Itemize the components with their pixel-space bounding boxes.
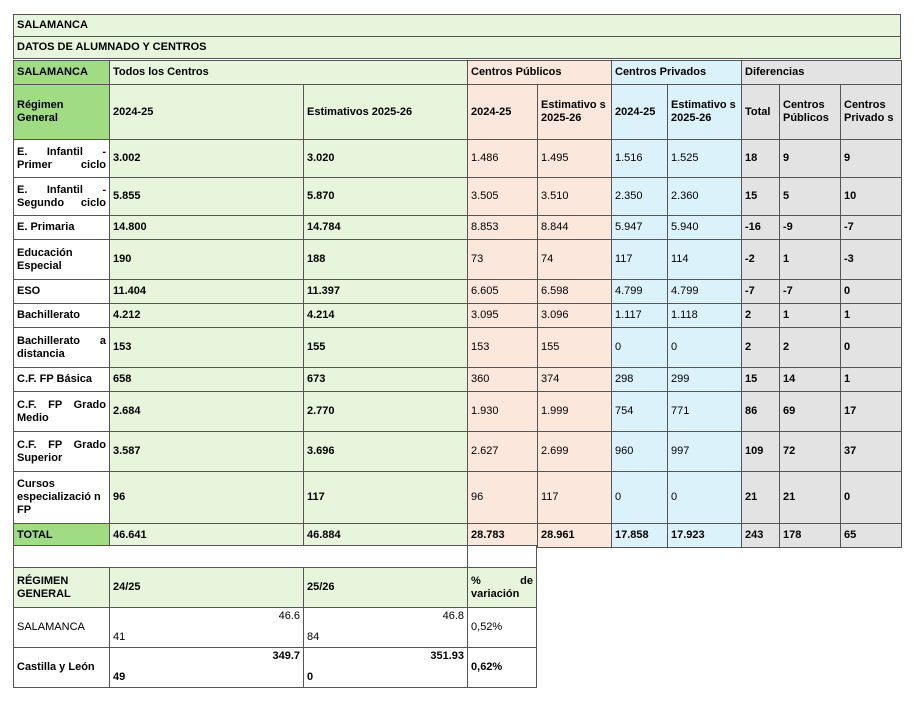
priv-est-cell: 0 bbox=[668, 472, 742, 524]
priv-2425-cell: 1.516 bbox=[612, 140, 668, 178]
todos-2425-cell: 5.855 bbox=[110, 178, 304, 216]
priv-2425-cell: 4.799 bbox=[612, 280, 668, 304]
total-dif-pub: 178 bbox=[780, 524, 841, 548]
total-label: TOTAL bbox=[14, 524, 110, 548]
summary-value-top: 46.6 bbox=[278, 610, 300, 622]
row-label: Cursos especializació n FP bbox=[14, 472, 110, 524]
todos-2425-cell: 153 bbox=[110, 328, 304, 368]
dif-pub-cell: 1 bbox=[780, 304, 841, 328]
dif-priv-cell: 17 bbox=[841, 392, 902, 432]
pub-2425-cell: 153 bbox=[468, 328, 538, 368]
pub-est-cell: 374 bbox=[538, 368, 612, 392]
todos-2425-cell: 190 bbox=[110, 240, 304, 280]
pub-2425-cell: 1.486 bbox=[468, 140, 538, 178]
row-label: Bachillerato a distancia bbox=[14, 328, 110, 368]
dif-priv-header: Centros Privado s bbox=[841, 85, 902, 140]
table-row bbox=[14, 178, 902, 216]
dif-total-cell: -7 bbox=[742, 280, 780, 304]
priv-est-cell: 997 bbox=[668, 432, 742, 472]
dif-total-cell: -2 bbox=[742, 240, 780, 280]
dif-total-cell: 109 bbox=[742, 432, 780, 472]
todos-2425-cell: 96 bbox=[110, 472, 304, 524]
subtitle-cell: DATOS DE ALUMNADO Y CENTROS bbox=[14, 37, 901, 59]
corner-label: SALAMANCA bbox=[14, 61, 110, 85]
row-label: E. Infantil - Primer ciclo bbox=[14, 140, 110, 178]
row-label: C.F. FP Grado Medio bbox=[14, 392, 110, 432]
pub-2425-cell: 8.853 bbox=[468, 216, 538, 240]
summary-cell-2526 bbox=[304, 608, 468, 648]
todos-est-cell: 673 bbox=[304, 368, 468, 392]
dif-total-cell: 86 bbox=[742, 392, 780, 432]
todos-est-cell: 4.214 bbox=[304, 304, 468, 328]
group-header-diferencias: Diferencias bbox=[742, 61, 902, 85]
todos-2425-cell: 4.212 bbox=[110, 304, 304, 328]
priv-est-cell: 1.118 bbox=[668, 304, 742, 328]
priv-2425-cell: 5.947 bbox=[612, 216, 668, 240]
dif-priv-cell: 0 bbox=[841, 472, 902, 524]
pub-est-cell: 117 bbox=[538, 472, 612, 524]
pub-est-cell: 6.598 bbox=[538, 280, 612, 304]
title-table bbox=[13, 14, 901, 59]
summary-variacion: 0,62% bbox=[468, 648, 537, 688]
pub-est-cell: 2.699 bbox=[538, 432, 612, 472]
pub-2425-cell: 2.627 bbox=[468, 432, 538, 472]
pub-2425-cell: 1.930 bbox=[468, 392, 538, 432]
table-row bbox=[14, 368, 902, 392]
priv-2425-cell: 960 bbox=[612, 432, 668, 472]
todos-est-cell: 3.696 bbox=[304, 432, 468, 472]
pub-2425-cell: 6.605 bbox=[468, 280, 538, 304]
todos-est-cell: 188 bbox=[304, 240, 468, 280]
table-row bbox=[14, 216, 902, 240]
priv-2425-cell: 0 bbox=[612, 472, 668, 524]
dif-pub-cell: 72 bbox=[780, 432, 841, 472]
total-priv-2425: 17.858 bbox=[612, 524, 668, 548]
priv-est-cell: 299 bbox=[668, 368, 742, 392]
dif-total-cell: 21 bbox=[742, 472, 780, 524]
group-header-privados: Centros Privados bbox=[612, 61, 742, 85]
summary-spacer-cell bbox=[468, 546, 537, 568]
dif-pub-cell: 9 bbox=[780, 140, 841, 178]
total-dif-total: 243 bbox=[742, 524, 780, 548]
summary-value-bottom: 49 bbox=[113, 671, 126, 683]
dif-pub-cell: 69 bbox=[780, 392, 841, 432]
group-header-publicos: Centros Públicos bbox=[468, 61, 612, 85]
table-row bbox=[14, 240, 902, 280]
row-label: E. Infantil - Segundo ciclo bbox=[14, 178, 110, 216]
dif-priv-cell: -3 bbox=[841, 240, 902, 280]
summary-value-top: 349.7 bbox=[272, 650, 300, 662]
priv-est-cell: 771 bbox=[668, 392, 742, 432]
todos-2425-cell: 658 bbox=[110, 368, 304, 392]
summary-value-top: 46.8 bbox=[442, 610, 465, 622]
regimen-header: Régimen General bbox=[14, 85, 110, 140]
priv-est-cell: 114 bbox=[668, 240, 742, 280]
dif-priv-cell: 1 bbox=[841, 368, 902, 392]
dif-total-cell: 18 bbox=[742, 140, 780, 178]
total-todos-est: 46.884 bbox=[304, 524, 468, 548]
priv-2425-cell: 2.350 bbox=[612, 178, 668, 216]
todos-est-header: Estimativos 2025-26 bbox=[304, 85, 468, 140]
dif-pub-header: Centros Públicos bbox=[780, 85, 841, 140]
todos-est-cell: 14.784 bbox=[304, 216, 468, 240]
dif-total-cell: 2 bbox=[742, 304, 780, 328]
priv-2425-header: 2024-25 bbox=[612, 85, 668, 140]
dif-priv-cell: 0 bbox=[841, 280, 902, 304]
priv-2425-cell: 298 bbox=[612, 368, 668, 392]
dif-pub-cell: -7 bbox=[780, 280, 841, 304]
row-label: ESO bbox=[14, 280, 110, 304]
todos-2425-cell: 2.684 bbox=[110, 392, 304, 432]
table-row bbox=[14, 328, 902, 368]
pub-2425-cell: 3.095 bbox=[468, 304, 538, 328]
todos-est-cell: 155 bbox=[304, 328, 468, 368]
priv-est-cell: 1.525 bbox=[668, 140, 742, 178]
todos-est-cell: 5.870 bbox=[304, 178, 468, 216]
pub-2425-cell: 96 bbox=[468, 472, 538, 524]
summary-header-regimen: RÉGIMEN GENERAL bbox=[14, 568, 110, 608]
summary-value-bottom: 84 bbox=[307, 631, 320, 643]
summary-spacer-cell bbox=[14, 546, 468, 568]
pub-est-cell: 1.999 bbox=[538, 392, 612, 432]
pub-est-cell: 1.495 bbox=[538, 140, 612, 178]
priv-2425-cell: 1.117 bbox=[612, 304, 668, 328]
dif-pub-cell: 1 bbox=[780, 240, 841, 280]
summary-header-variacion: % de variación bbox=[468, 568, 537, 608]
table-row bbox=[14, 432, 902, 472]
pub-est-cell: 74 bbox=[538, 240, 612, 280]
dif-total-cell: 2 bbox=[742, 328, 780, 368]
todos-2425-cell: 11.404 bbox=[110, 280, 304, 304]
table-row bbox=[14, 472, 902, 524]
dif-priv-cell: 0 bbox=[841, 328, 902, 368]
summary-cell-2425 bbox=[110, 608, 304, 648]
table-row bbox=[14, 304, 902, 328]
total-pub-est: 28.961 bbox=[538, 524, 612, 548]
dif-priv-cell: 9 bbox=[841, 140, 902, 178]
row-label: C.F. FP Grado Superior bbox=[14, 432, 110, 472]
summary-table bbox=[13, 545, 537, 688]
row-label: C.F. FP Básica bbox=[14, 368, 110, 392]
pub-est-header: Estimativo s 2025-26 bbox=[538, 85, 612, 140]
row-label: Educación Especial bbox=[14, 240, 110, 280]
summary-cell-2526 bbox=[304, 648, 468, 688]
dif-pub-cell: 14 bbox=[780, 368, 841, 392]
todos-est-cell: 3.020 bbox=[304, 140, 468, 178]
total-todos-2425: 46.641 bbox=[110, 524, 304, 548]
dif-total-cell: 15 bbox=[742, 368, 780, 392]
dif-total-cell: -16 bbox=[742, 216, 780, 240]
table-row bbox=[14, 392, 902, 432]
dif-priv-cell: -7 bbox=[841, 216, 902, 240]
row-label: Bachillerato bbox=[14, 304, 110, 328]
pub-2425-cell: 3.505 bbox=[468, 178, 538, 216]
dif-pub-cell: 2 bbox=[780, 328, 841, 368]
summary-value-bottom: 41 bbox=[113, 631, 126, 643]
todos-2425-cell: 3.587 bbox=[110, 432, 304, 472]
priv-est-cell: 2.360 bbox=[668, 178, 742, 216]
summary-cell-2425 bbox=[110, 648, 304, 688]
summary-row-label: SALAMANCA bbox=[14, 608, 110, 648]
dif-priv-cell: 1 bbox=[841, 304, 902, 328]
pub-est-cell: 3.096 bbox=[538, 304, 612, 328]
total-dif-priv: 65 bbox=[841, 524, 902, 548]
dif-total-cell: 15 bbox=[742, 178, 780, 216]
group-header-todos: Todos los Centros bbox=[110, 61, 468, 85]
pub-est-cell: 8.844 bbox=[538, 216, 612, 240]
pub-est-cell: 3.510 bbox=[538, 178, 612, 216]
priv-est-cell: 0 bbox=[668, 328, 742, 368]
todos-est-cell: 117 bbox=[304, 472, 468, 524]
dif-pub-cell: 5 bbox=[780, 178, 841, 216]
pub-est-cell: 155 bbox=[538, 328, 612, 368]
priv-2425-cell: 0 bbox=[612, 328, 668, 368]
pub-2425-header: 2024-25 bbox=[468, 85, 538, 140]
dif-priv-cell: 10 bbox=[841, 178, 902, 216]
todos-2425-header: 2024-25 bbox=[110, 85, 304, 140]
title-cell: SALAMANCA bbox=[14, 15, 901, 37]
dif-pub-cell: 21 bbox=[780, 472, 841, 524]
row-label: E. Primaria bbox=[14, 216, 110, 240]
priv-2425-cell: 754 bbox=[612, 392, 668, 432]
todos-2425-cell: 14.800 bbox=[110, 216, 304, 240]
dif-priv-cell: 37 bbox=[841, 432, 902, 472]
priv-est-header: Estimativo s 2025-26 bbox=[668, 85, 742, 140]
summary-variacion: 0,52% bbox=[468, 608, 537, 648]
dif-pub-cell: -9 bbox=[780, 216, 841, 240]
total-pub-2425: 28.783 bbox=[468, 524, 538, 548]
pub-2425-cell: 360 bbox=[468, 368, 538, 392]
todos-est-cell: 11.397 bbox=[304, 280, 468, 304]
priv-2425-cell: 117 bbox=[612, 240, 668, 280]
dif-total-header: Total bbox=[742, 85, 780, 140]
todos-est-cell: 2.770 bbox=[304, 392, 468, 432]
table-row bbox=[14, 280, 902, 304]
table-row bbox=[14, 140, 902, 178]
summary-value-top: 351.93 bbox=[430, 650, 465, 662]
summary-header-2526: 25/26 bbox=[304, 568, 468, 608]
summary-header-2425: 24/25 bbox=[110, 568, 304, 608]
total-priv-est: 17.923 bbox=[668, 524, 742, 548]
summary-value-bottom: 0 bbox=[307, 671, 314, 683]
priv-est-cell: 4.799 bbox=[668, 280, 742, 304]
summary-row-label: Castilla y León bbox=[14, 648, 110, 688]
main-table bbox=[13, 60, 902, 548]
pub-2425-cell: 73 bbox=[468, 240, 538, 280]
priv-est-cell: 5.940 bbox=[668, 216, 742, 240]
todos-2425-cell: 3.002 bbox=[110, 140, 304, 178]
